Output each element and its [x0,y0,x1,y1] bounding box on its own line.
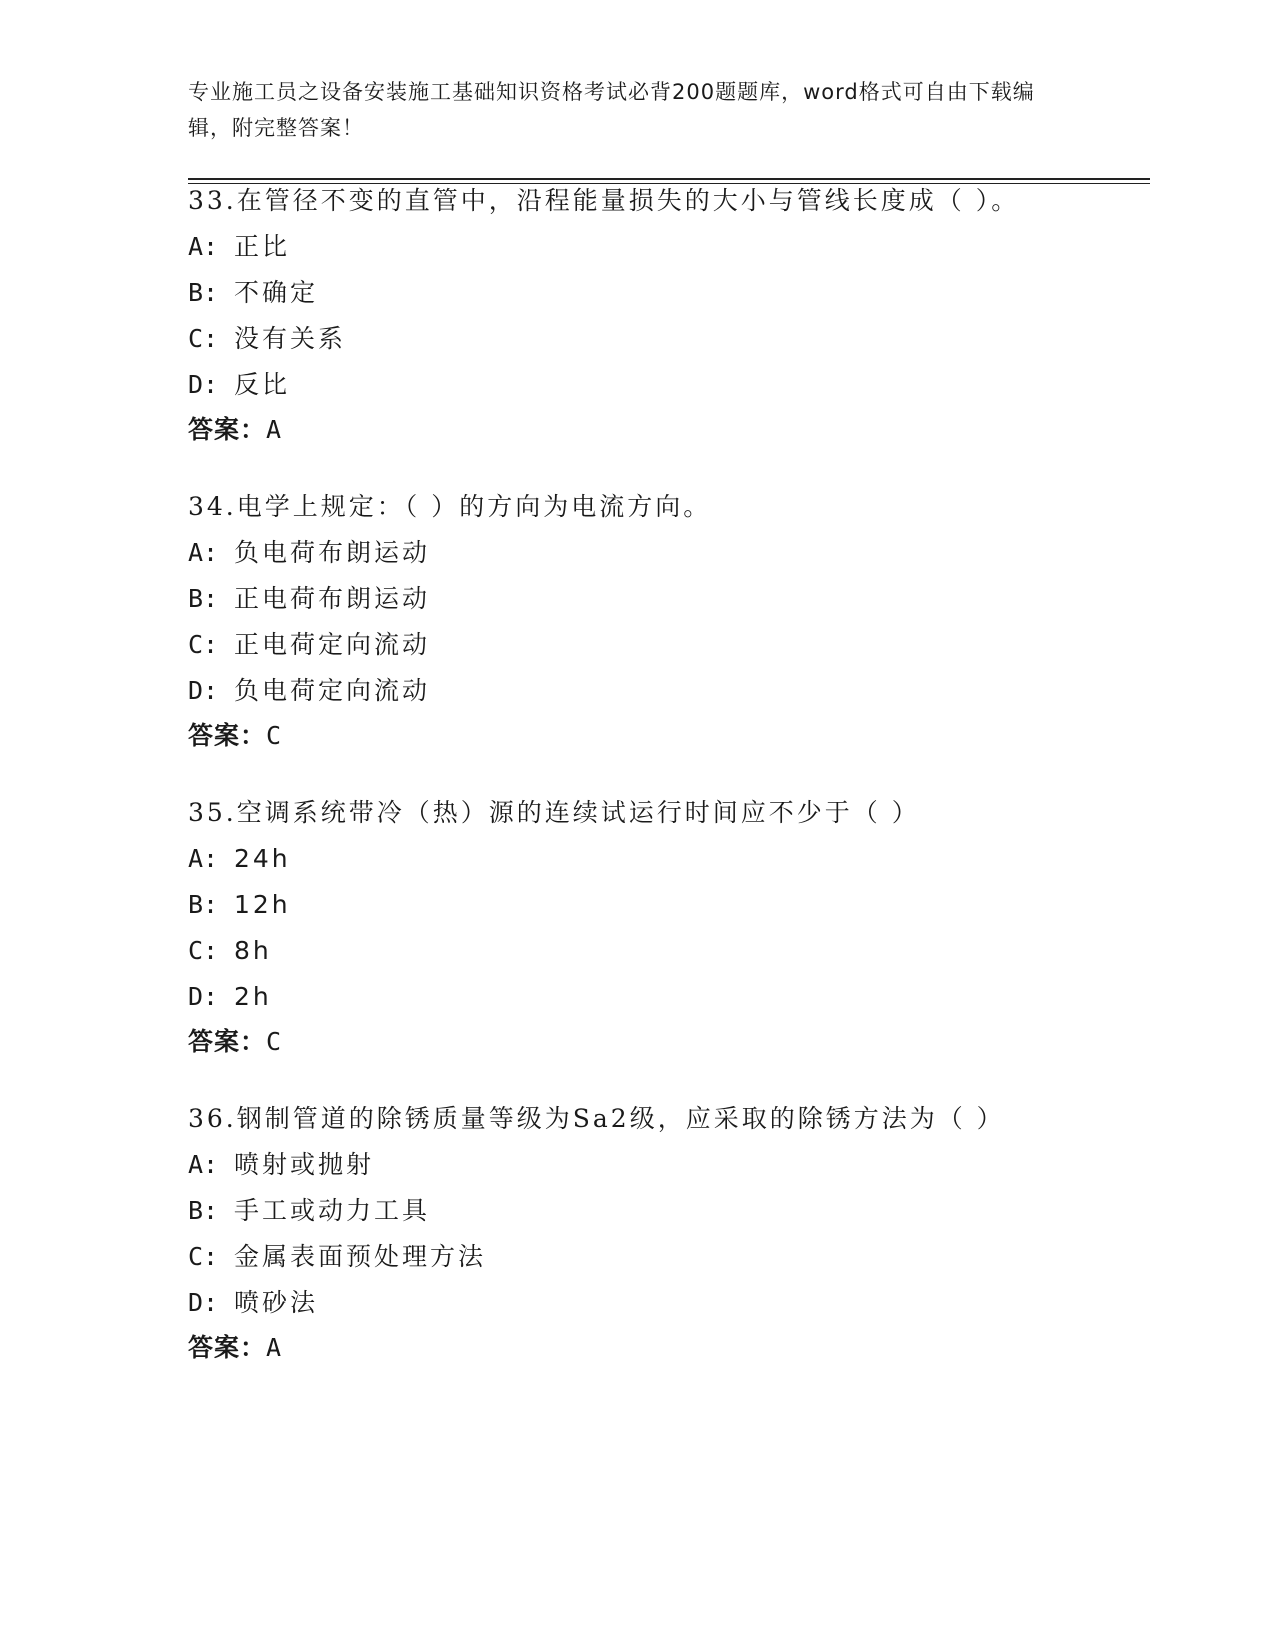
option-letter: D: [188,982,219,1011]
answer-label: 答案： [188,1027,267,1056]
option-letter: B: [188,1196,219,1225]
answer-label: 答案： [188,721,267,750]
option-text: 喷射或抛射 [234,1150,375,1179]
question-stem: 34.电学上规定：（ ）的方向为电流方向。 [188,492,712,521]
option-text: 正比 [234,232,291,261]
answer-label: 答案： [188,1333,267,1362]
answer-value: C [266,1027,283,1056]
option-letter: A: [188,844,219,873]
answer-value: A [266,1333,283,1362]
option-text: 不确定 [234,278,319,307]
question-33 [188,178,1148,452]
document-header: 专业施工员之设备安装施工基础知识资格考试必背200题题库，word格式可自由下载编辑，附完整答案！ [188,80,1035,140]
question-36 [188,1096,1148,1370]
option-b [188,576,1148,622]
option-letter: D: [188,370,219,399]
answer-line [188,714,1148,758]
option-letter: A: [188,538,219,567]
question-stem: 36.钢制管道的除锈质量等级为Sa2级，应采取的除锈方法为（ ） [188,1104,1005,1133]
option-c [188,928,1148,974]
option-letter: C: [188,936,219,965]
option-letter: B: [188,278,219,307]
option-c [188,1234,1148,1280]
option-text: 金属表面预处理方法 [234,1242,487,1271]
option-text: 手工或动力工具 [234,1196,431,1225]
option-b [188,882,1148,928]
option-text: 正电荷定向流动 [234,630,431,659]
option-text: 负电荷布朗运动 [234,538,431,567]
option-text: 12h [234,890,291,919]
question-stem: 33.在管径不变的直管中，沿程能量损失的大小与管线长度成（ ）。 [188,186,1020,215]
option-text: 8h [234,936,272,965]
option-letter: D: [188,1288,219,1317]
answer-line [188,408,1148,452]
option-text: 没有关系 [234,324,347,353]
option-a [188,1142,1148,1188]
question-stem: 35.空调系统带冷（热）源的连续试运行时间应不少于（ ） [188,798,920,827]
option-d [188,1280,1148,1326]
option-letter: D: [188,676,219,705]
option-c [188,316,1148,362]
option-a [188,836,1148,882]
option-letter: C: [188,1242,219,1271]
answer-value: C [266,721,283,750]
option-letter: B: [188,584,219,613]
answer-label: 答案： [188,415,267,444]
option-b [188,270,1148,316]
option-letter: C: [188,324,219,353]
option-text: 负电荷定向流动 [234,676,431,705]
answer-value: A [266,415,283,444]
option-d [188,974,1148,1020]
option-letter: C: [188,630,219,659]
answer-line [188,1020,1148,1064]
option-text: 2h [234,982,272,1011]
option-text: 喷砂法 [234,1288,319,1317]
option-letter: A: [188,232,219,261]
option-a [188,224,1148,270]
option-c [188,622,1148,668]
question-35 [188,790,1148,1064]
option-letter: A: [188,1150,219,1179]
option-b [188,1188,1148,1234]
option-text: 24h [234,844,291,873]
option-d [188,668,1148,714]
answer-line [188,1326,1148,1370]
option-d [188,362,1148,408]
option-a [188,530,1148,576]
option-letter: B: [188,890,219,919]
question-34 [188,484,1148,758]
option-text: 正电荷布朗运动 [234,584,431,613]
option-text: 反比 [234,370,291,399]
